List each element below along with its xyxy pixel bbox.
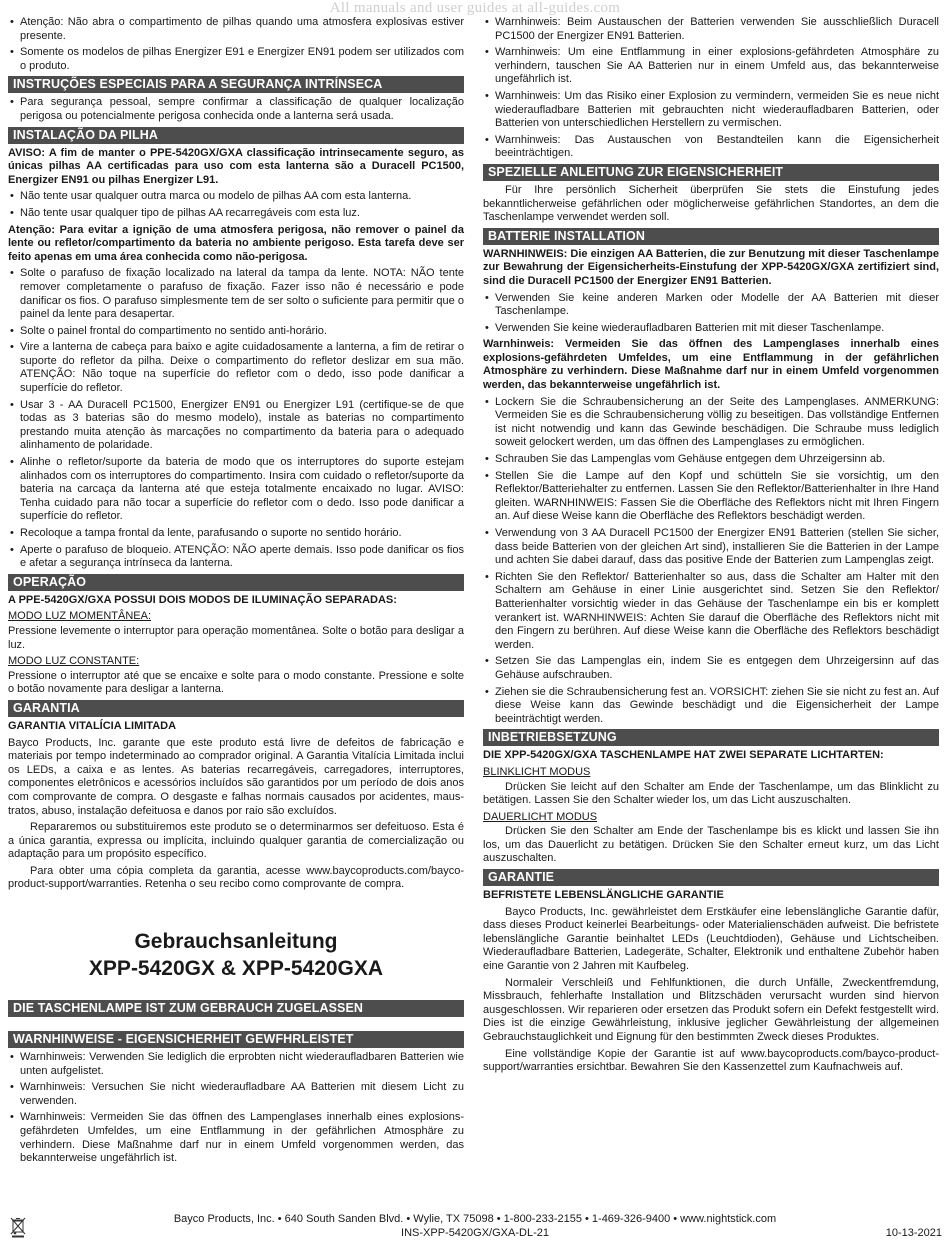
garantie-paragraph: Normaleir Verschleiß und Fehlfunktionen, die durch Unfälle, Zweckentfremdung, Missbrauch, fehlerhafte Installation und Blitzschäden verursacht wurden sind hiervon ausgeschlossen. Wir reparieren oder ersetzen das Produkt sofern ein Defekt festgestellt wird. Dies ist die einzige Gewährleistung, inklusive jeglicher Gewährleistung der allgemeinen Gebrauchstauglichkeit und Eignung für den bestimmten Zweck dieses Produktes.: [483, 976, 939, 1043]
list-item: • Solte o parafuso de fixação localizado na lateral da tampa da lente. NOTA: NÃO tente remover completamente o parafuso de fixação. Fazer isso não é necessário e pode danificar os fios. O parafuso simplesmente tem de ser solto o suficiente para permitir que o painel da lente para desapertar.: [8, 267, 464, 321]
list-item: • Warnhinweis: Vermeiden Sie das öffnen des Lampenglases innerhalb eines explosions-gefährdeten Umfeldes, um eine Entflammung in der gefährlichen Atmosphäre zu verhindern. Diese Maßnahme darf nur in einem Umfeld vorgenommen werden, das bekannterweise ungefährlich ist.: [8, 1111, 464, 1165]
section-header-inbetriebsetzung: INBETRIEBSETZUNG: [483, 729, 939, 746]
mode-momentanea-label: MODO LUZ MOMENTÂNEA:: [8, 610, 152, 623]
list-item: • Não tente usar qualquer outra marca ou modelo de pilhas AA com esta lanterna.: [8, 190, 464, 204]
garantie-paragraph: Bayco Products, Inc. gewährleistet dem Erstkäufer eine lebenslängliche Garantie dafür, dass dieses Product keinerlei Bearbeitungs- oder Materialienschäden aufweist. Die befristete lebenslängliche Garantie beinhaltet LEDs (Leuchtdioden), Gehäuse und Lichtscheiben. Wiederaufladbare Batterien, Ladegeräte, Schalter, Elektronik und enthaltene Zubehör haben eine Garantie von 2 Jahren mit Kaufbeleg.: [483, 905, 939, 973]
watermark: All manuals and user guides at all-guides.com: [329, 0, 621, 16]
section-header-instrucoes: INSTRUÇÕES ESPECIAIS PARA A SEGURANÇA INTRÍNSECA: [8, 76, 464, 93]
list-item: • Setzen Sie das Lampenglas ein, indem Sie es entgegen dem Uhrzeigersinn auf das Gehäuse aufschrauben.: [483, 655, 939, 682]
list-item: • Atenção: Não abra o compartimento de pilhas quando uma atmosfera explosivas estiver presente.: [8, 16, 464, 43]
mode-dauerlicht-label: DAUERLICHT MODUS: [483, 810, 598, 823]
spezielle-paragraph: Für Ihre persönlich Sicherheit überprüfen Sie stets die Einstufung jedes bekanntlicherweise gefährlichen oder möglicherweise gefährlichen Standortes, an dem die Taschenlampe verwendet werden soll.: [483, 183, 939, 224]
operacao-lead: A PPE-5420GX/GXA POSSUI DOIS MODOS DE ILUMINAÇÃO SEPARADAS:: [8, 593, 397, 606]
garantia-paragraph: Bayco Products, Inc. garante que este produto está livre de defeitos de fabricação e materiais por tempo indeterminado ao comprador original. A Garantia Vitalícia Limitada inclui os LEDs, a caixa e as lentes. As baterias recarregáveis, carregadores, interruptores, componentes eletrônicos e acessórios incluídos são garantidos por um período de dois anos com comprovante de compra. O desgaste e falhas normais causados por acidentes, maus-tratos, abuso, instalação defeituosa e danos por raio são excluídos.: [8, 736, 464, 817]
manual-title-line2: XPP-5420GX & XPP-5420GXA: [88, 957, 384, 981]
section-header-garantia: GARANTIA: [8, 700, 464, 717]
de-warn-list: [8, 1051, 464, 1166]
de-batt-list-b: [483, 396, 939, 727]
mode-constante-label: MODO LUZ CONSTANTE:: [8, 655, 140, 668]
list-item: • Somente os modelos de pilhas Energizer E91 e Energizer EN91 podem ser utilizados com o produto.: [8, 46, 464, 73]
right-column: [483, 16, 939, 1078]
garantia-paragraph: Para obter uma cópia completa da garantia, acesse www.baycoproducts.com/bayco-product-support/warranties. Retenha o seu recibo como comprovante de compra.: [8, 864, 464, 891]
manual-title: [8, 928, 464, 982]
list-item: • Warnhinweis: Verwenden Sie lediglich die erprobten nicht wiederaufladbaren Batterien wie unten aufgelistet.: [8, 1051, 464, 1078]
section-header-operacao: OPERAÇÃO: [8, 574, 464, 591]
manual-title-line1: Gebrauchsanleitung: [134, 930, 338, 954]
atencao-paragraph: Atenção: Para evitar a ignição de uma atmosfera perigosa, não remover o painel da lente ou refletor/compartimento da bateria no ambiente perigoso. Esta tarefa deve ser feito apenas em uma área conhecida como não-perigosa.: [8, 223, 464, 263]
list-item: • Richten Sie den Reflektor/ Batterienhalter so aus, dass die Schalter am Halter mit den Schaltern am Gehäuse in einer Linie ausgerichtet sind. Setzen Sie den Reflektor/ Batterienhalter vorsichtig wieder in das Gehäuse der Taschenlampe ein bis er komplett verankert ist. WARNHINWEIS: Achten Sie darauf die Oberfläche des Reflektors nicht mit den Fingern zu berühren. Auf diese Weise kann die Oberfläche des Reflektors beschädigt werden.: [483, 571, 939, 653]
footer-address: Bayco Products, Inc. • 640 South Sanden Blvd. • Wylie, TX 75098 • 1-800-233-2155 • 1-469-326-9400 • www.nightstick.com: [173, 1213, 777, 1225]
list-item: • Warnhinweis: Um das Risiko einer Explosion zu vermindern, vermeiden Sie es neue nicht wiederaufladbare Batterien mit gebrauchten nicht wiederaufladbaren Batterien, oder Batterien von unterschiedlichen Herstellern zu vermischen.: [483, 90, 939, 131]
garantie-paragraph: Eine vollständige Kopie der Garantie ist auf www.baycoproducts.com/bayco-product-support/warranties ersichtbar. Bewahren Sie den Kassenzettel zum Kaufnachweis auf.: [483, 1047, 939, 1074]
list-item: • Vire a lanterna de cabeça para baixo e agite cuidadosamente a lanterna, a fim de retirar o suporte do refletor da pilha. Deixe o compartimento do refletor deslizar em sua mão. ATENÇÃO: Não toque na superfície do refletor com o dedo, isso pode danificar a superfície do refletor.: [8, 341, 464, 395]
list-item: • Verwendung von 3 AA Duracell PC1500 der Energizer EN91 Batterien (stellen Sie sicher, dass beide Batterien von der gleichen Art sind), installieren Sie die Batterien in der Lampe und achten Sie dabei darauf, dass das positive Ende der Batterien zum Lampenglas zeigt.: [483, 527, 939, 568]
section-header-zugelassen: DIE TASCHENLAMPE IST ZUM GEBRAUCH ZUGELASSEN: [8, 1000, 464, 1017]
footer-date: 10-13-2021: [885, 1227, 942, 1239]
list-item: • Warnhinweis: Versuchen Sie nicht wiederaufladbare AA Batterien mit diesem Licht zu verwenden.: [8, 1081, 464, 1108]
pt-instr-list: [8, 96, 464, 123]
garantie-lead: BEFRISTETE LEBENSLÄNGLICHE GARANTIE: [483, 889, 724, 902]
batterie-warning-2: Warnhinweis: Vermeiden Sie das öffnen des Lampenglases innerhalb eines explosions-gefährdeten Umfeldes, um eine Entflammung in der gefährlichen Atmosphäre zu verhindern. Diese Maßnahme darf nur in einem Umfeld vorgenommen werden, das bekannterweise ungefährlich ist.: [483, 338, 939, 392]
pt-intro-list: [8, 16, 464, 73]
list-item: • Schrauben Sie das Lampenglas vom Gehäuse entgegen dem Uhrzeigersinn ab.: [483, 453, 939, 467]
de-batt-list-a: [483, 292, 939, 336]
list-item: • Alinhe o refletor/suporte da bateria de modo que os interruptores do suporte estejam alinhados com os interruptores do compartimento. Insira com cuidado o refletor/suporte da bateria na carcaça da lanterna até que esteja totalmente encaixado no lugar. AVISO: Tenha cuidado para não tocar a superfície do refletor com o dedo. Isso pode danificar a superfície do refletor.: [8, 456, 464, 524]
inbetriebsetzung-lead: DIE XPP-5420GX/GXA TASCHENLAMPE HAT ZWEI SEPARATE LICHTARTEN:: [483, 749, 884, 762]
mode-momentanea-text: Pressione levemente o interruptor para operação momentânea. Solte o botão para desligar a luz.: [8, 624, 464, 651]
pt-inst-list-b: [8, 267, 464, 570]
left-column: [8, 16, 464, 1169]
aviso-paragraph: AVISO: A fim de manter o PPE-5420GX/GXA classificação intrinsecamente seguro, as únicas pilhas AA certificadas para uso com esta lanterna são a Duracell PC1500, Energizer EN91 ou pilhas Energizer L91.: [8, 146, 464, 186]
list-item: • Ziehen sie die Schraubensicherung fest an. VORSICHT: ziehen Sie sie nicht zu fest an. Auf diese Weise kann das Gewinde beschädigt und die Eigensicherheit der Lampe beeinträchtigt werden.: [483, 686, 939, 727]
list-item: • Para segurança pessoal, sempre confirmar a classificação de qualquer localização perigosa ou potencialmente perigosa conhecida onde a lanterna será usada.: [8, 96, 464, 123]
list-item: • Verwenden Sie keine anderen Marken oder Modelle der AA Batterien mit dieser Taschenlampe.: [483, 292, 939, 319]
garantia-lead: GARANTIA VITALÍCIA LIMITADA: [8, 719, 177, 732]
garantia-paragraph: Repararemos ou substituiremos este produto se o determinarmos ser defeituoso. Esta é a única garantia, expressa ou implícita, incluindo qualquer garantia de comercialização ou adaptação para um propósito específico.: [8, 821, 464, 861]
list-item: • Aperte o parafuso de bloqueio. ATENÇÃO: NÃO aperte demais. Isso pode danificar os fios e afetar a segurança intrínseca da lanterna.: [8, 544, 464, 571]
list-item: • Recoloque a tampa frontal da lente, parafusando o suporte no sentido horário.: [8, 527, 464, 541]
list-item: • Não tente usar qualquer tipo de pilhas AA recarregáveis com esta luz.: [8, 207, 464, 221]
mode-dauerlicht-text: Drücken Sie den Schalter am Ende der Taschenlampe bis es klickt und lassen Sie ihn los, um das Dauerlicht zu betätigen. Drücken Sie den Schalter erneut kurz, um das Licht auszuschalten.: [483, 825, 939, 865]
list-item: • Lockern Sie die Schraubensicherung an der Seite des Lampenglases. ANMERKUNG: Vermeiden Sie es die Schraubensicherung völlig zu beseitigen. Das vollständige Entfernen ist nicht notwendig und kann das Gewinde beschädigen. Die Schraube muss lediglich soweit gelockert werden, um das öffnen des Lampenglases zu ermöglichen.: [483, 396, 939, 450]
de-top-list: [483, 16, 939, 161]
section-header-batterie: BATTERIE INSTALLATION: [483, 228, 939, 245]
section-header-instalacao: INSTALAÇÃO DA PILHA: [8, 127, 464, 144]
pt-inst-list-a: [8, 190, 464, 220]
section-header-warnhinweise: WARNHINWEISE - EIGENSICHERHEIT GEWFHRLEISTET: [8, 1031, 464, 1048]
list-item: • Verwenden Sie keine wiederaufladbaren Batterien mit mit dieser Taschenlampe.: [483, 322, 939, 336]
section-header-spezielle: SPEZIELLE ANLEITUNG ZUR EIGENSICHERHEIT: [483, 164, 939, 181]
list-item: • Stellen Sie die Lampe auf den Kopf und schütteln Sie sie vorsichtig, um den Reflektor/Batteriehalter zu entfernen. Lassen Sie den Reflektor/Batterienhalter in Ihre Hand gleiten. WARNHINWEIS: Fassen Sie die Oberfläche des Reflektors nicht mit Ihren Fingern an. Auf diese Weise kann die Oberfläche des Reflektors beschädigt werden.: [483, 470, 939, 524]
mode-blinklicht-text: Drücken Sie leicht auf den Schalter am Ende der Taschenlampe, um das Blinklicht zu betätigen. Lassen Sie den Schalter wieder los, um das Licht auszuschalten.: [483, 780, 939, 807]
list-item: • Warnhinweis: Das Austauschen von Bestandteilen kann die Eigensicherheit beeinträchtigen.: [483, 134, 939, 161]
footer-doc-id: INS-XPP-5420GX/GXA-DL-21: [401, 1227, 549, 1239]
list-item: • Warnhinweis: Um eine Entflammung in einer explosions-gefährdeten Atmosphäre zu verhindern, tauschen Sie AA Batterien nur in einem Umfeld aus, das bekannterweise ungefährlich ist.: [483, 46, 939, 87]
mode-blinklicht-label: BLINKLICHT MODUS: [483, 765, 591, 778]
list-item: • Usar 3 - AA Duracell PC1500, Energizer EN91 ou Energizer L91 (certifique-se de que todas as 3 baterias são do mesmo modelo), instale as baterias no compartimento prestando muita atenção às marcações no compartimento da bateria para o adequado alinhamento de polaridade.: [8, 399, 464, 453]
batterie-warning: WARNHINWEIS: Die einzigen AA Batterien, die zur Benutzung mit dieser Taschenlampe zur Bewahrung der Eigensicherheits-Einstufung der XPP-5420GX/GXA zertifiziert sind, sind die Duracell PC1500 der Energizer EN91 Batterien.: [483, 247, 939, 287]
list-item: • Warnhinweis: Beim Austauschen der Batterien verwenden Sie ausschließlich Duracell PC1500 der Energizer EN91 Batterien.: [483, 16, 939, 43]
mode-constante-text: Pressione o interruptor até que se encaixe e solte para o modo constante. Pressione e solte o botão novamente para desligar a lanterna.: [8, 669, 464, 696]
section-header-garantie: GARANTIE: [483, 869, 939, 886]
list-item: • Solte o painel frontal do compartimento no sentido anti-horário.: [8, 325, 464, 339]
